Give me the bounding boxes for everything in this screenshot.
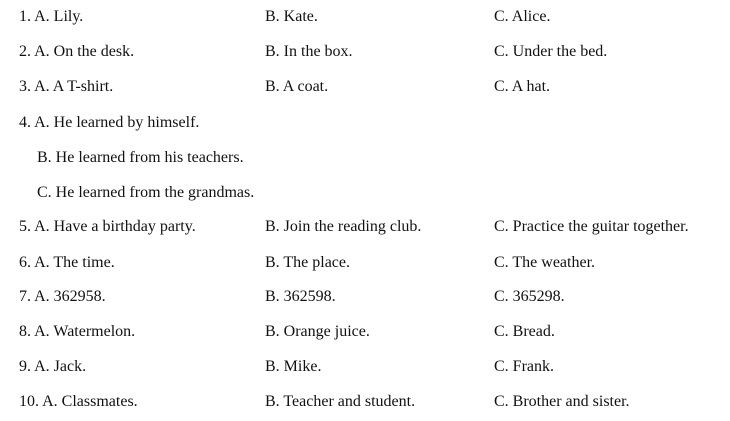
question-5 <box>0 215 730 239</box>
question-10-option-c: C. Brother and sister. <box>494 393 630 410</box>
question-10-option-a: 10. A. Classmates. <box>19 393 138 410</box>
question-4-line-c <box>0 181 730 205</box>
question-10-option-b: B. Teacher and student. <box>265 393 416 410</box>
question-9 <box>0 355 730 379</box>
question-6-option-c: C. The weather. <box>494 254 596 271</box>
question-6 <box>0 251 730 275</box>
question-8-option-a: 8. A. Watermelon. <box>19 323 136 340</box>
question-8 <box>0 320 730 344</box>
question-2-option-c: C. Under the bed. <box>494 43 608 60</box>
question-2-option-b: B. In the box. <box>265 43 353 60</box>
question-9-option-c: C. Frank. <box>494 358 554 375</box>
question-7-option-c: C. 365298. <box>494 288 565 305</box>
question-1 <box>0 5 730 29</box>
question-7-option-a: 7. A. 362958. <box>19 288 106 305</box>
question-9-option-b: B. Mike. <box>265 358 322 375</box>
question-10 <box>0 390 730 414</box>
question-3-option-c: C. A hat. <box>494 78 551 95</box>
question-6-option-a: 6. A. The time. <box>19 254 115 271</box>
question-2 <box>0 40 730 64</box>
question-3-option-a: 3. A. A T-shirt. <box>19 78 114 95</box>
question-4-option-a: 4. A. He learned by himself. <box>19 114 200 131</box>
question-4 <box>0 111 730 135</box>
question-4-line-b <box>0 146 730 170</box>
question-7 <box>0 285 730 309</box>
question-5-option-b: B. Join the reading club. <box>265 218 422 235</box>
question-9-option-a: 9. A. Jack. <box>19 358 87 375</box>
question-5-option-a: 5. A. Have a birthday party. <box>19 218 196 235</box>
question-5-option-c: C. Practice the guitar together. <box>494 218 689 235</box>
question-4-option-c: C. He learned from the grandmas. <box>37 184 255 201</box>
question-7-option-b: B. 362598. <box>265 288 336 305</box>
question-3 <box>0 75 730 99</box>
question-3-option-b: B. A coat. <box>265 78 329 95</box>
question-6-option-b: B. The place. <box>265 254 351 271</box>
question-8-option-c: C. Bread. <box>494 323 555 340</box>
question-4-option-b: B. He learned from his teachers. <box>37 149 244 166</box>
question-1-option-b: B. Kate. <box>265 8 318 25</box>
question-1-option-c: C. Alice. <box>494 8 551 25</box>
question-8-option-b: B. Orange juice. <box>265 323 370 340</box>
question-1-option-a: 1. A. Lily. <box>19 8 84 25</box>
question-2-option-a: 2. A. On the desk. <box>19 43 135 60</box>
